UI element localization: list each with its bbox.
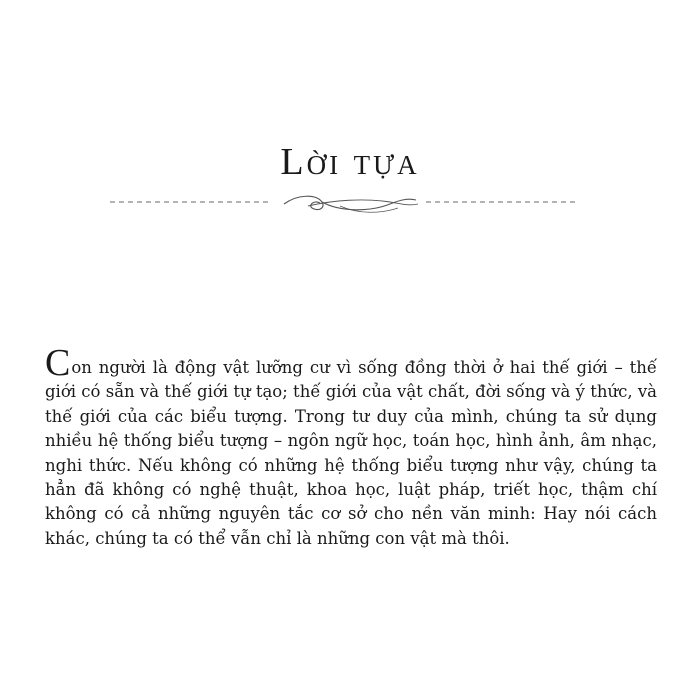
intro-paragraph-text: on người là động vật lưỡng cư vì sống đồng thời ở hai thế giới – thế giới có sẵn và thế giới tự tạo; thế giới của vật chất, đời sống và ý thức, và thế giới của các biểu tượng. Trong tư duy của mình, chúng ta sử dụng nhiều hệ thống biểu tượng – ngôn ngữ học, toán học, hình ảnh, âm nhạc, nghi thức. Nếu không có những hệ thống biểu tượng như vậy, chúng ta hẳn đã không có nghệ thuật, khoa học, luật pháp, triết học, thậm chí không có cả những nguyên tắc cơ sở cho nền văn minh: Hay nói cách khác, chúng ta có thể vẫn chỉ là những con vật mà thôi. <box>45 358 657 548</box>
intro-paragraph <box>45 342 657 551</box>
title-divider <box>108 190 580 220</box>
chapter-title: Lời tựa <box>280 141 420 183</box>
drop-cap-letter: C <box>45 342 71 384</box>
flourish-divider-icon <box>108 190 580 220</box>
